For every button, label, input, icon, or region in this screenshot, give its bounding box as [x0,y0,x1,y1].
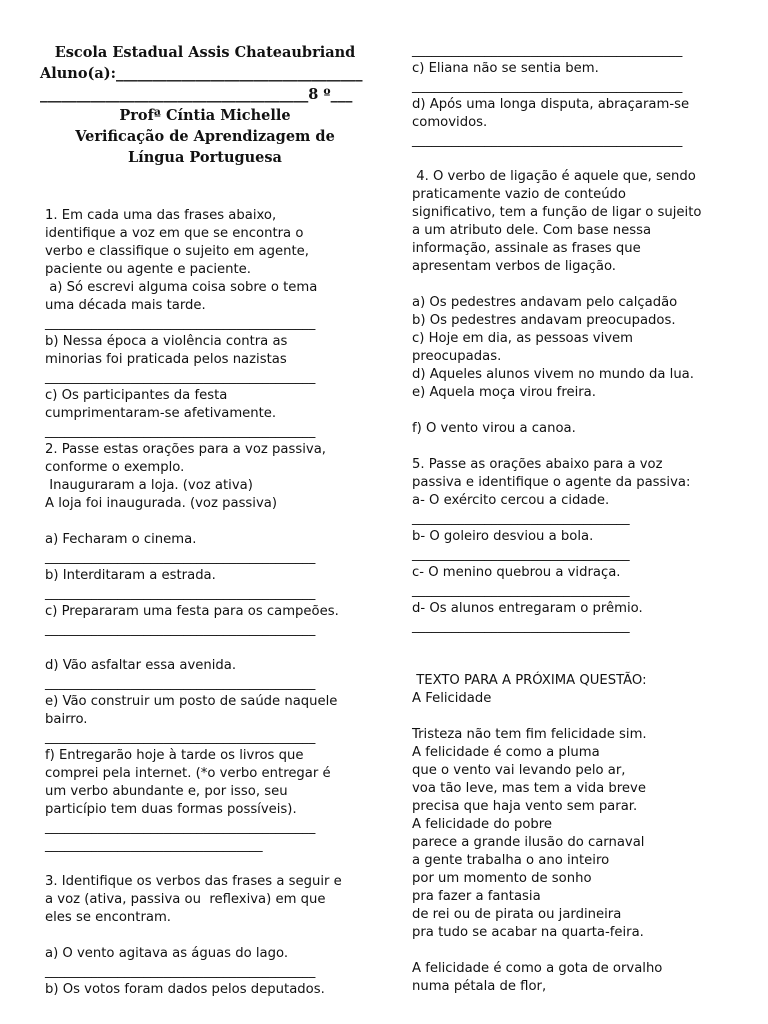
q5-item-b: b- O goleiro desviou a bola. [412,529,594,544]
poem-line: precisa que haja vento sem parar. [412,799,638,814]
teacher-name: Profª Cíntia Michelle [119,107,291,124]
q2-item-a: a) Fecharam o cinema. [45,532,197,547]
q2-item-f: particípio tem duas formas possíveis). [45,802,297,817]
q2-item-b: b) Interditaram a estrada. [45,568,216,583]
answer-line: _________________________________________ [45,622,316,637]
answer-line: _________________________________________ [45,676,316,691]
q3-item-c: c) Eliana não se sentia bem. [412,61,599,76]
answer-line: _________________________________ [412,511,630,526]
q3-text: 3. Identifique os verbos das frases a seguir e [45,874,342,889]
q2-item-e: e) Vão construir um posto de saúde naquele [45,694,338,709]
poem-line: Tristeza não tem fim felicidade sim. [412,727,647,742]
answer-line: _________________________________________ [45,316,316,331]
q3-item-d: d) Após uma longa disputa, abraçaram-se [412,97,690,112]
answer-line: _________________________________________ [45,370,316,385]
q1-text: 1. Em cada uma das frases abaixo, [45,208,277,223]
q5-text: passiva e identifique o agente da passiva: [412,475,691,490]
q2-item-f: um verbo abundante e, por isso, seu [45,784,288,799]
answer-line: _________________________________ [412,619,630,634]
title-line-1: Verificação de Aprendizagem de [75,128,335,145]
answer-line: _________________________________________ [45,586,316,601]
answer-line: _________________________________ [412,583,630,598]
answer-line: _________________________________ [412,547,630,562]
left-questions [45,207,342,999]
q4-option-c: preocupadas. [412,349,502,364]
q2-item-e: bairro. [45,712,88,727]
poem-line: pra tudo se acabar na quarta-feira. [412,925,644,940]
q1-item-c: c) Os participantes da festa [45,388,228,403]
answer-line: _________________________________________ [45,730,316,745]
q2-item-f: comprei pela internet. (*o verbo entregar é [45,766,331,781]
right-questions [412,42,701,996]
q1-item-c: cumprimentaram-se afetivamente. [45,406,277,421]
q2-item-f: f) Entregarão hoje à tarde os livros que [45,748,304,763]
poem-line: de rei ou de pirata ou jardineira [412,907,622,922]
poem-line: numa pétala de flor, [412,979,547,994]
q1-item-a: uma década mais tarde. [45,298,206,313]
poem-line: A felicidade é como a gota de orvalho [412,961,663,976]
q4-text: significativo, tem a função de ligar o sujeito [412,205,702,220]
q3-item-d: comovidos. [412,115,488,130]
q3-text: eles se encontram. [45,910,171,925]
q4-text: informação, assinale as frases que [412,241,641,256]
poem-line: voa tão leve, mas tem a vida breve [412,781,646,796]
q2-example: Inauguraram a loja. (voz ativa) [45,478,253,493]
poem-line: A felicidade é como a pluma [412,745,600,760]
q1-item-b: minorias foi praticada pelos nazistas [45,352,287,367]
poem-line: parece a grande ilusão do carnaval [412,835,645,850]
answer-line: _________________________________________ [412,133,683,148]
q2-item-d: d) Vão asfaltar essa avenida. [45,658,237,673]
q4-option-f: f) O vento virou a canoa. [412,421,576,436]
q1-text: identifique a voz em que se encontra o [45,226,304,241]
grade-line: _____________________________________8 º___ [40,86,353,103]
q2-example: A loja foi inaugurada. (voz passiva) [45,496,277,511]
answer-line: _________________________________ [45,838,263,853]
q2-item-c: c) Prepararam uma festa para os campeões. [45,604,339,619]
q5-item-a: a- O exército cercou a cidade. [412,493,610,508]
text-heading: TEXTO PARA A PRÓXIMA QUESTÃO: [412,673,647,688]
answer-line: _________________________________________ [45,424,316,439]
q5-item-d: d- Os alunos entregaram o prêmio. [412,601,643,616]
poem-line: pra fazer a fantasia [412,889,541,904]
poem-title: A Felicidade [412,691,492,706]
q4-text: 4. O verbo de ligação é aquele que, sendo [412,169,696,184]
poem-line: A felicidade do pobre [412,817,553,832]
q1-text: paciente ou agente e paciente. [45,262,251,277]
q4-option-c: c) Hoje em dia, as pessoas vivem [412,331,634,346]
q2-text: conforme o exemplo. [45,460,185,475]
q4-text: a um atributo dele. Com base nessa [412,223,652,238]
q5-text: 5. Passe as orações abaixo para a voz [412,457,663,472]
title-line-2: Língua Portuguesa [128,149,282,166]
q4-text: apresentam verbos de ligação. [412,259,616,274]
q1-text: verbo e classifique o sujeito em agente, [45,244,309,259]
poem-line: por um momento de sonho [412,871,592,886]
q3-text: a voz (ativa, passiva ou reflexiva) em que [45,892,326,907]
answer-line: _________________________________________ [45,964,316,979]
q4-option-a: a) Os pedestres andavam pelo calçadão [412,295,678,310]
q5-item-c: c- O menino quebrou a vidraça. [412,565,621,580]
header [40,42,370,168]
school-name: Escola Estadual Assis Chateaubriand [54,44,356,61]
q3-item-a: a) O vento agitava as águas do lago. [45,946,289,961]
q2-text: 2. Passe estas orações para a voz passiva, [45,442,326,457]
q4-text: praticamente vazio de conteúdo [412,187,627,202]
poem-line: que o vento vai levando pelo ar, [412,763,626,778]
q3-item-b: b) Os votos foram dados pelos deputados. [45,982,325,997]
q1-item-a: a) Só escrevi alguma coisa sobre o tema [45,280,318,295]
student-name-line: Aluno(a):__________________________________ [40,65,363,82]
answer-line: _________________________________________ [45,820,316,835]
q1-item-b: b) Nessa época a violência contra as [45,334,288,349]
answer-line: _________________________________________ [412,79,683,94]
q4-option-b: b) Os pedestres andavam preocupados. [412,313,676,328]
answer-line: _________________________________________ [45,550,316,565]
answer-line: _________________________________________ [412,43,683,58]
poem-line: a gente trabalha o ano inteiro [412,853,610,868]
q4-option-e: e) Aquela moça virou freira. [412,385,596,400]
q4-option-d: d) Aqueles alunos vivem no mundo da lua. [412,367,694,382]
